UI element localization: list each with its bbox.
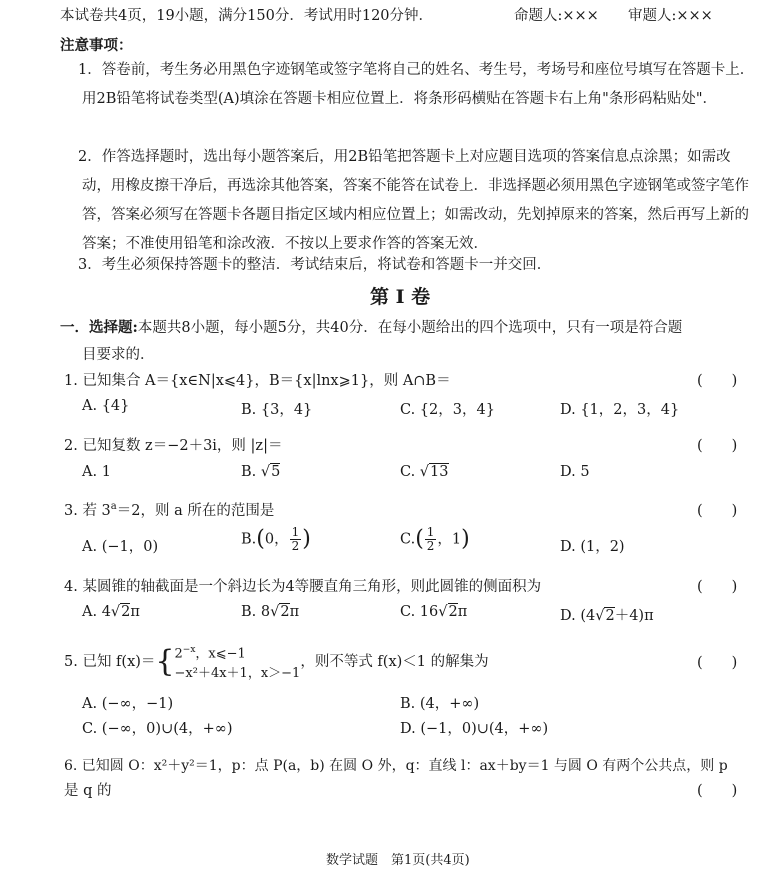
q5-option-c: C. (−∞，0)∪(4，+∞) [82, 721, 233, 737]
q6-stem-line1: 6. 已知圆 O：x²＋y²＝1，p：点 P(a，b) 在圆 O 外，q：直线 l：ax＋by＝1 与圆 O 有两个公共点，则 p [64, 758, 728, 774]
q3-option-c: C.( $\frac{1}{2}$ ，1) [400, 525, 470, 553]
volume-title: 第 Ⅰ 卷 [370, 286, 431, 308]
q1-option-a: A. {4} [82, 398, 130, 414]
q5-option-d: D. (−1，0)∪(4，+∞) [400, 721, 549, 737]
q1-stem: 1. 已知集合 A＝{x∈N|x⩽4}，B＝{x|lnx⩾1}，则 A∩B＝ [64, 373, 451, 389]
q3-option-a: A. (−1，0) [82, 539, 159, 555]
q2-option-c: C. √13 [400, 464, 449, 480]
q5-stem: 5. 已知 f(x)＝{ $2^{-x}$，x⩽−1 −x²＋4x＋1，x＞−1 ，则不等式 f(x)＜1 的解集为 [64, 644, 489, 682]
q1-option-c: C. {2，3，4} [400, 402, 495, 418]
q1-option-d: D. {1，2，3，4} [560, 402, 680, 418]
author: 命题人:××× [514, 8, 599, 24]
q4-option-b: B. 8√2π [241, 604, 300, 620]
q2-option-b: B. √5 [241, 464, 281, 480]
q4-option-c: C. 16√2π [400, 604, 468, 620]
notice-title: 注意事项： [60, 37, 133, 54]
q4-option-d: D. (4√2＋4)π [560, 608, 654, 624]
q3-answer-paren: ( ) [697, 503, 738, 519]
q4-option-a: A. 4√2π [82, 604, 140, 620]
q2-option-d: D. 5 [560, 464, 590, 480]
section-heading [60, 316, 682, 337]
q2-option-a: A. 1 [82, 464, 111, 480]
q2-stem: 2. 已知复数 z＝−2＋3i，则 |z|＝ [64, 438, 283, 454]
q6-stem-line2: 是 q 的 [64, 783, 112, 799]
q4-answer-paren: ( ) [697, 579, 738, 595]
q6-answer-paren: ( ) [697, 783, 738, 799]
section-desc-1: 本题共8小题，每小题5分，共40分．在每小题给出的四个选项中，只有一项是符合题 [137, 320, 683, 336]
notice-item-3: 3．考生必须保持答题卡的整洁．考试结束后，将试卷和答题卡一并交回． [78, 257, 552, 273]
notice-item-1: 1．答卷前，考生务必用黑色字迹钢笔或签字笔将自己的姓名、考生号，考场号和座位号填写在答题卡上．用2B铅笔将试卷类型(A)填涂在答题卡相应位置上．将条形码横贴在答题卡右上角"条形码粘贴处"． [78, 62, 755, 107]
q5-option-a: A. (−∞，−1) [82, 696, 174, 712]
notice-item-2: 2．作答选择题时，选出每小题答案后，用2B铅笔把答题卡上对应题目选项的答案信息点涂黑；如需改动，用橡皮擦干净后，再选涂其他答案，答案不能答在试卷上．非选择题必须用黑色字迹钢笔或签字笔作答，答案必须写在答题卡各题目指定区域内相应位置上；如需改动，先划掉原来的答案，然后再写上新的答案；不准使用铅笔和涂改液．不按以上要求作答的答案无效． [78, 149, 749, 252]
section-label: 一．选择题: [60, 319, 138, 336]
q4-stem: 4. 某圆锥的轴截面是一个斜边长为4等腰直角三角形，则此圆锥的侧面积为 [64, 579, 542, 595]
q3-stem: 3. 若 $3^a=2$，则 a 所在的范围是 [64, 501, 275, 519]
reviewer: 审题人:××× [628, 8, 713, 24]
q3-option-d: D. (1，2) [560, 539, 625, 555]
q2-answer-paren: ( ) [697, 438, 738, 454]
q1-answer-paren: ( ) [697, 373, 738, 389]
q5-option-b: B. (4，+∞) [400, 696, 480, 712]
q5-answer-paren: ( ) [697, 655, 738, 671]
q3-option-b: B.(0， $\frac{1}{2}$ ) [241, 525, 311, 553]
section-desc-2: 目要求的． [82, 347, 155, 363]
exam-intro: 本试卷共4页，19小题，满分150分．考试用时120分钟． [60, 8, 434, 24]
page-footer: 数学试题 第1页(共4页) [326, 853, 470, 868]
q1-option-b: B. {3，4} [241, 402, 313, 418]
